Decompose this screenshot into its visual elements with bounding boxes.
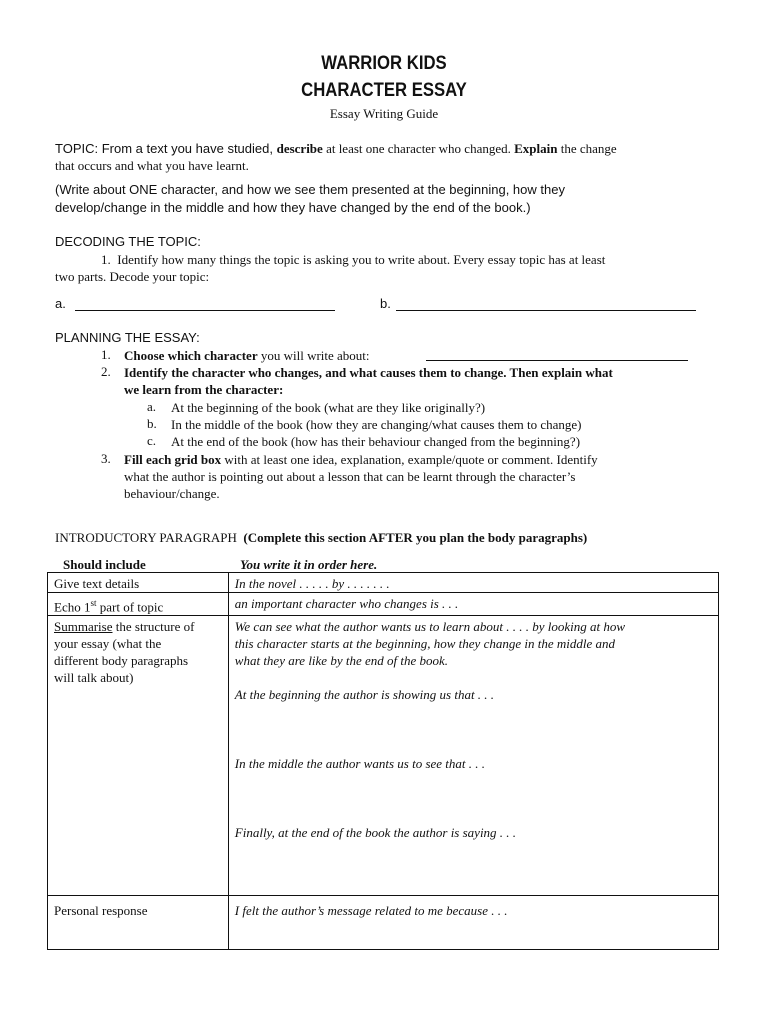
planning-sub-a: At the beginning of the book (what are they like originally?) — [171, 400, 486, 415]
decode-part-a: a. — [55, 296, 66, 311]
topic-label: TOPIC — [55, 141, 95, 156]
topic-note-2: develop/change in the middle and how they have changed by the end of the book.) — [55, 200, 531, 215]
intro-heading: INTRODUCTORY PARAGRAPH (Complete this section AFTER you plan the body paragraphs) — [55, 530, 588, 545]
topic-line-1: TOPIC: From a text you have studied, describe at least one character who changed. Explain the change — [55, 141, 617, 156]
table-row — [48, 573, 719, 593]
row-label-summarise: Summarise the structure of your essay (what the different body paragraphs will talk about) — [48, 616, 229, 896]
planning-sub-c: At the end of the book (how has their behaviour changed from the beginning?) — [171, 434, 581, 449]
row-prompt-text-details[interactable]: In the novel . . . . . by . . . . . . . — [228, 573, 718, 593]
title-character-essay: CHARACTER ESSAY — [301, 80, 467, 101]
row-prompt-echo-topic[interactable]: an important character who changes is . . . — [228, 593, 718, 616]
title-warrior-kids: WARRIOR KIDS — [321, 53, 447, 74]
row-label-text-details: Give text details — [48, 573, 229, 593]
decode-part-b: b. — [380, 296, 391, 311]
decode-part-a-blank[interactable] — [75, 298, 335, 311]
planning-item-2-line-1: Identify the character who changes, and what causes them to change. Then explain what — [124, 365, 613, 380]
intro-planning-table — [47, 572, 719, 950]
topic-line-2: that occurs and what you have learnt. — [55, 158, 249, 173]
table-row — [48, 593, 719, 616]
decoding-item-1-line-1: 1. Identify how many things the topic is asking you to write about. Every essay topic has at least — [101, 252, 606, 267]
planning-sub-b: In the middle of the book (how they are changing/what causes them to change) — [171, 417, 582, 432]
character-choice-blank[interactable] — [426, 348, 688, 361]
decoding-heading: DECODING THE TOPIC: — [55, 234, 201, 249]
row-prompt-personal-response[interactable]: I felt the author’s message related to me because . . . — [228, 896, 718, 950]
topic-note-1: (Write about ONE character, and how we see them presented at the beginning, how they — [55, 182, 565, 197]
col-header-should-include: Should include — [63, 557, 146, 572]
planning-item-3-line-2: what the author is pointing out about a lesson that can be learnt through the character’s — [124, 469, 576, 484]
decode-part-b-blank[interactable] — [396, 298, 696, 311]
planning-item-3-line-1: Fill each grid box with at least one idea, explanation, example/quote or comment. Identify — [124, 452, 598, 467]
col-header-you-write: You write it in order here. — [240, 557, 378, 572]
decoding-item-1-line-2: two parts. Decode your topic: — [55, 269, 210, 284]
table-row — [48, 616, 719, 896]
planning-item-3-line-3: behaviour/change. — [124, 486, 220, 501]
row-label-personal-response: Personal response — [48, 896, 229, 950]
table-row — [48, 896, 719, 950]
planning-item-2-line-2: we learn from the character: — [124, 382, 284, 397]
planning-item-1: Choose which character you will write about: — [124, 348, 370, 363]
row-label-echo-topic: Echo 1st part of topic — [48, 593, 229, 616]
subtitle: Essay Writing Guide — [329, 106, 439, 121]
row-prompt-summarise[interactable]: We can see what the author wants us to learn about . . . . by looking at how this character starts at the beginning, how they change in the middle and what they are like by the end of the book. At the beginning the author is showing us that . . . In the middle the author wants us to see that . . . Finally, at the end of the book the author is saying . . . — [228, 616, 718, 896]
planning-heading: PLANNING THE ESSAY: — [55, 330, 200, 345]
